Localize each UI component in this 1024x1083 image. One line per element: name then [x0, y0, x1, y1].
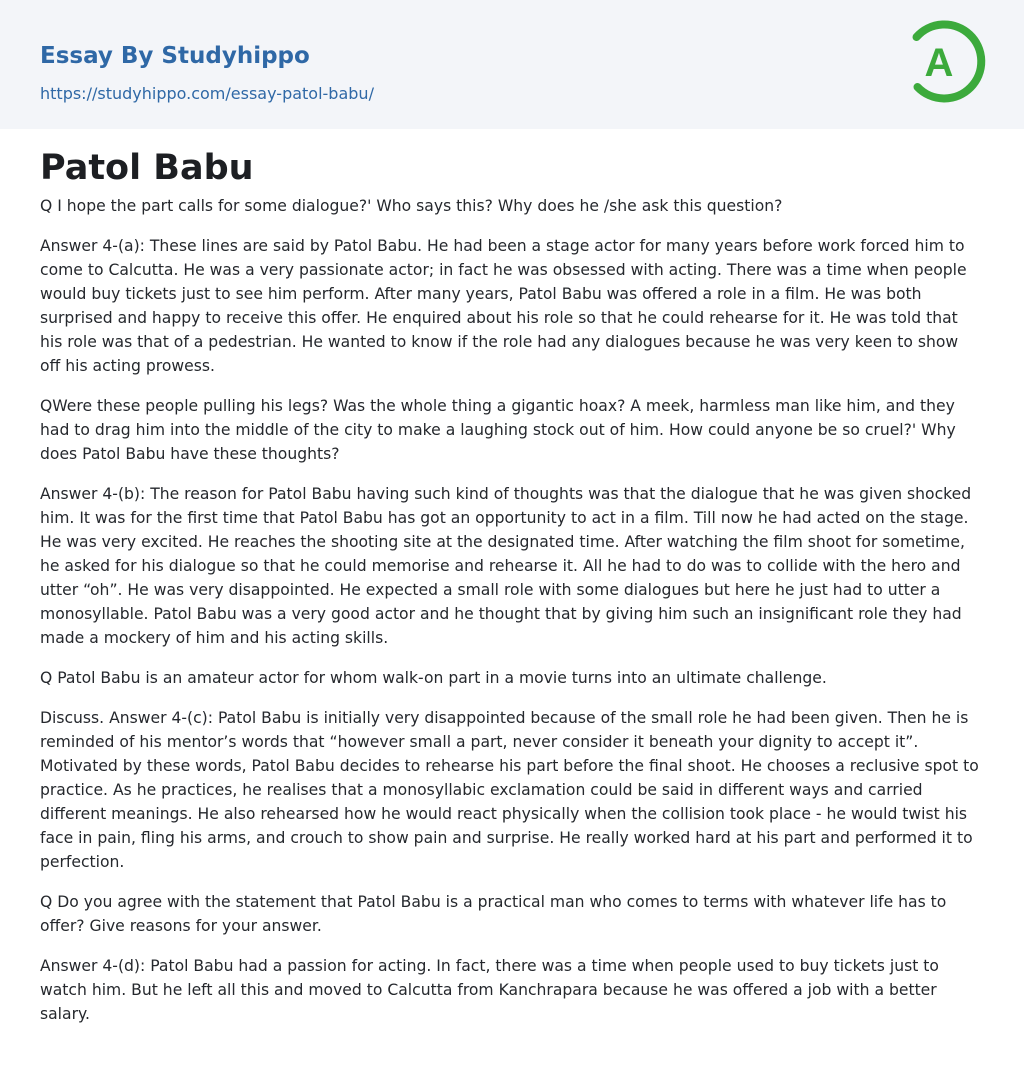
- paragraph-answer-d: Answer 4-(d): Patol Babu had a passion for acting. In fact, there was a time when people used to buy tickets just to watch him. But he left all this and moved to Calcutta from Kanchrapara because he was offered a job with a better salary.: [40, 957, 939, 1023]
- paragraph-question-b: QWere these people pulling his legs? Was the whole thing a gigantic hoax? A meek, harmless man like him, and they had to drag him into the middle of the city to make a laughing stock out of him. How could anyone be so cruel?' Why does Patol Babu have these thoughts?: [40, 397, 956, 463]
- site-header: [0, 0, 1024, 129]
- paragraph-question-c: Q Patol Babu is an amateur actor for whom walk-on part in a movie turns into an ultimate challenge.: [40, 669, 827, 687]
- paragraph-question-a: Q I hope the part calls for some dialogue?' Who says this? Why does he /she ask this question?: [40, 197, 783, 215]
- logo-letter: A: [924, 41, 954, 85]
- essay-url-link[interactable]: https://studyhippo.com/essay-patol-babu/: [40, 84, 374, 103]
- paragraph-answer-b: Answer 4-(b): The reason for Patol Babu having such kind of thoughts was that the dialogue that he was given shocked him. It was for the first time that Patol Babu has got an opportunity to act in a film. Till now he had acted on the stage. He was very excited. He reaches the shooting site at the designated time. After watching the film shoot for sometime, he asked for his dialogue so that he could memorise and rehearse it. All he had to do was to collide with the hero and utter “oh”. He was very disappointed. He expected a small role with some dialogues but here he just had to utter a monosyllable. Patol Babu was a very good actor and he thought that by giving him such an insignificant role they had made a mockery of him and his acting skills.: [40, 485, 972, 647]
- logo-icon[interactable]: [906, 16, 990, 108]
- paragraph-answer-a: Answer 4-(a): These lines are said by Patol Babu. He had been a stage actor for many years before work forced him to come to Calcutta. He was a very passionate actor; in fact he was obsessed with acting. There was a time when people would buy tickets just to see him perform. After many years, Patol Babu was offered a role in a film. He was both surprised and happy to receive this offer. He enquired about his role so that he could rehearse for it. He was told that his role was that of a pedestrian. He wanted to know if the role had any dialogues because he was very keen to show off his acting prowess.: [40, 237, 967, 375]
- article-body: [40, 194, 982, 1042]
- brand-title[interactable]: Essay By Studyhippo: [40, 43, 310, 69]
- paragraph-question-d: Q Do you agree with the statement that Patol Babu is a practical man who comes to terms with whatever life has to offer? Give reasons for your answer.: [40, 893, 947, 935]
- paragraph-answer-c: Discuss. Answer 4-(c): Patol Babu is initially very disappointed because of the small role he had been given. Then he is reminded of his mentor’s words that “however small a part, never consider it beneath your dignity to accept it”. Motivated by these words, Patol Babu decides to rehearse his part before the final shoot. He chooses a reclusive spot to practice. As he practices, he realises that a monosyllabic exclamation could be said in different ways and carried different meanings. He also rehearsed how he would react physically when the collision took place - he would twist his face in pain, fling his arms, and crouch to show pain and surprise. He really worked hard at his part and performed it to perfection.: [40, 709, 979, 871]
- page-title: Patol Babu: [40, 148, 254, 188]
